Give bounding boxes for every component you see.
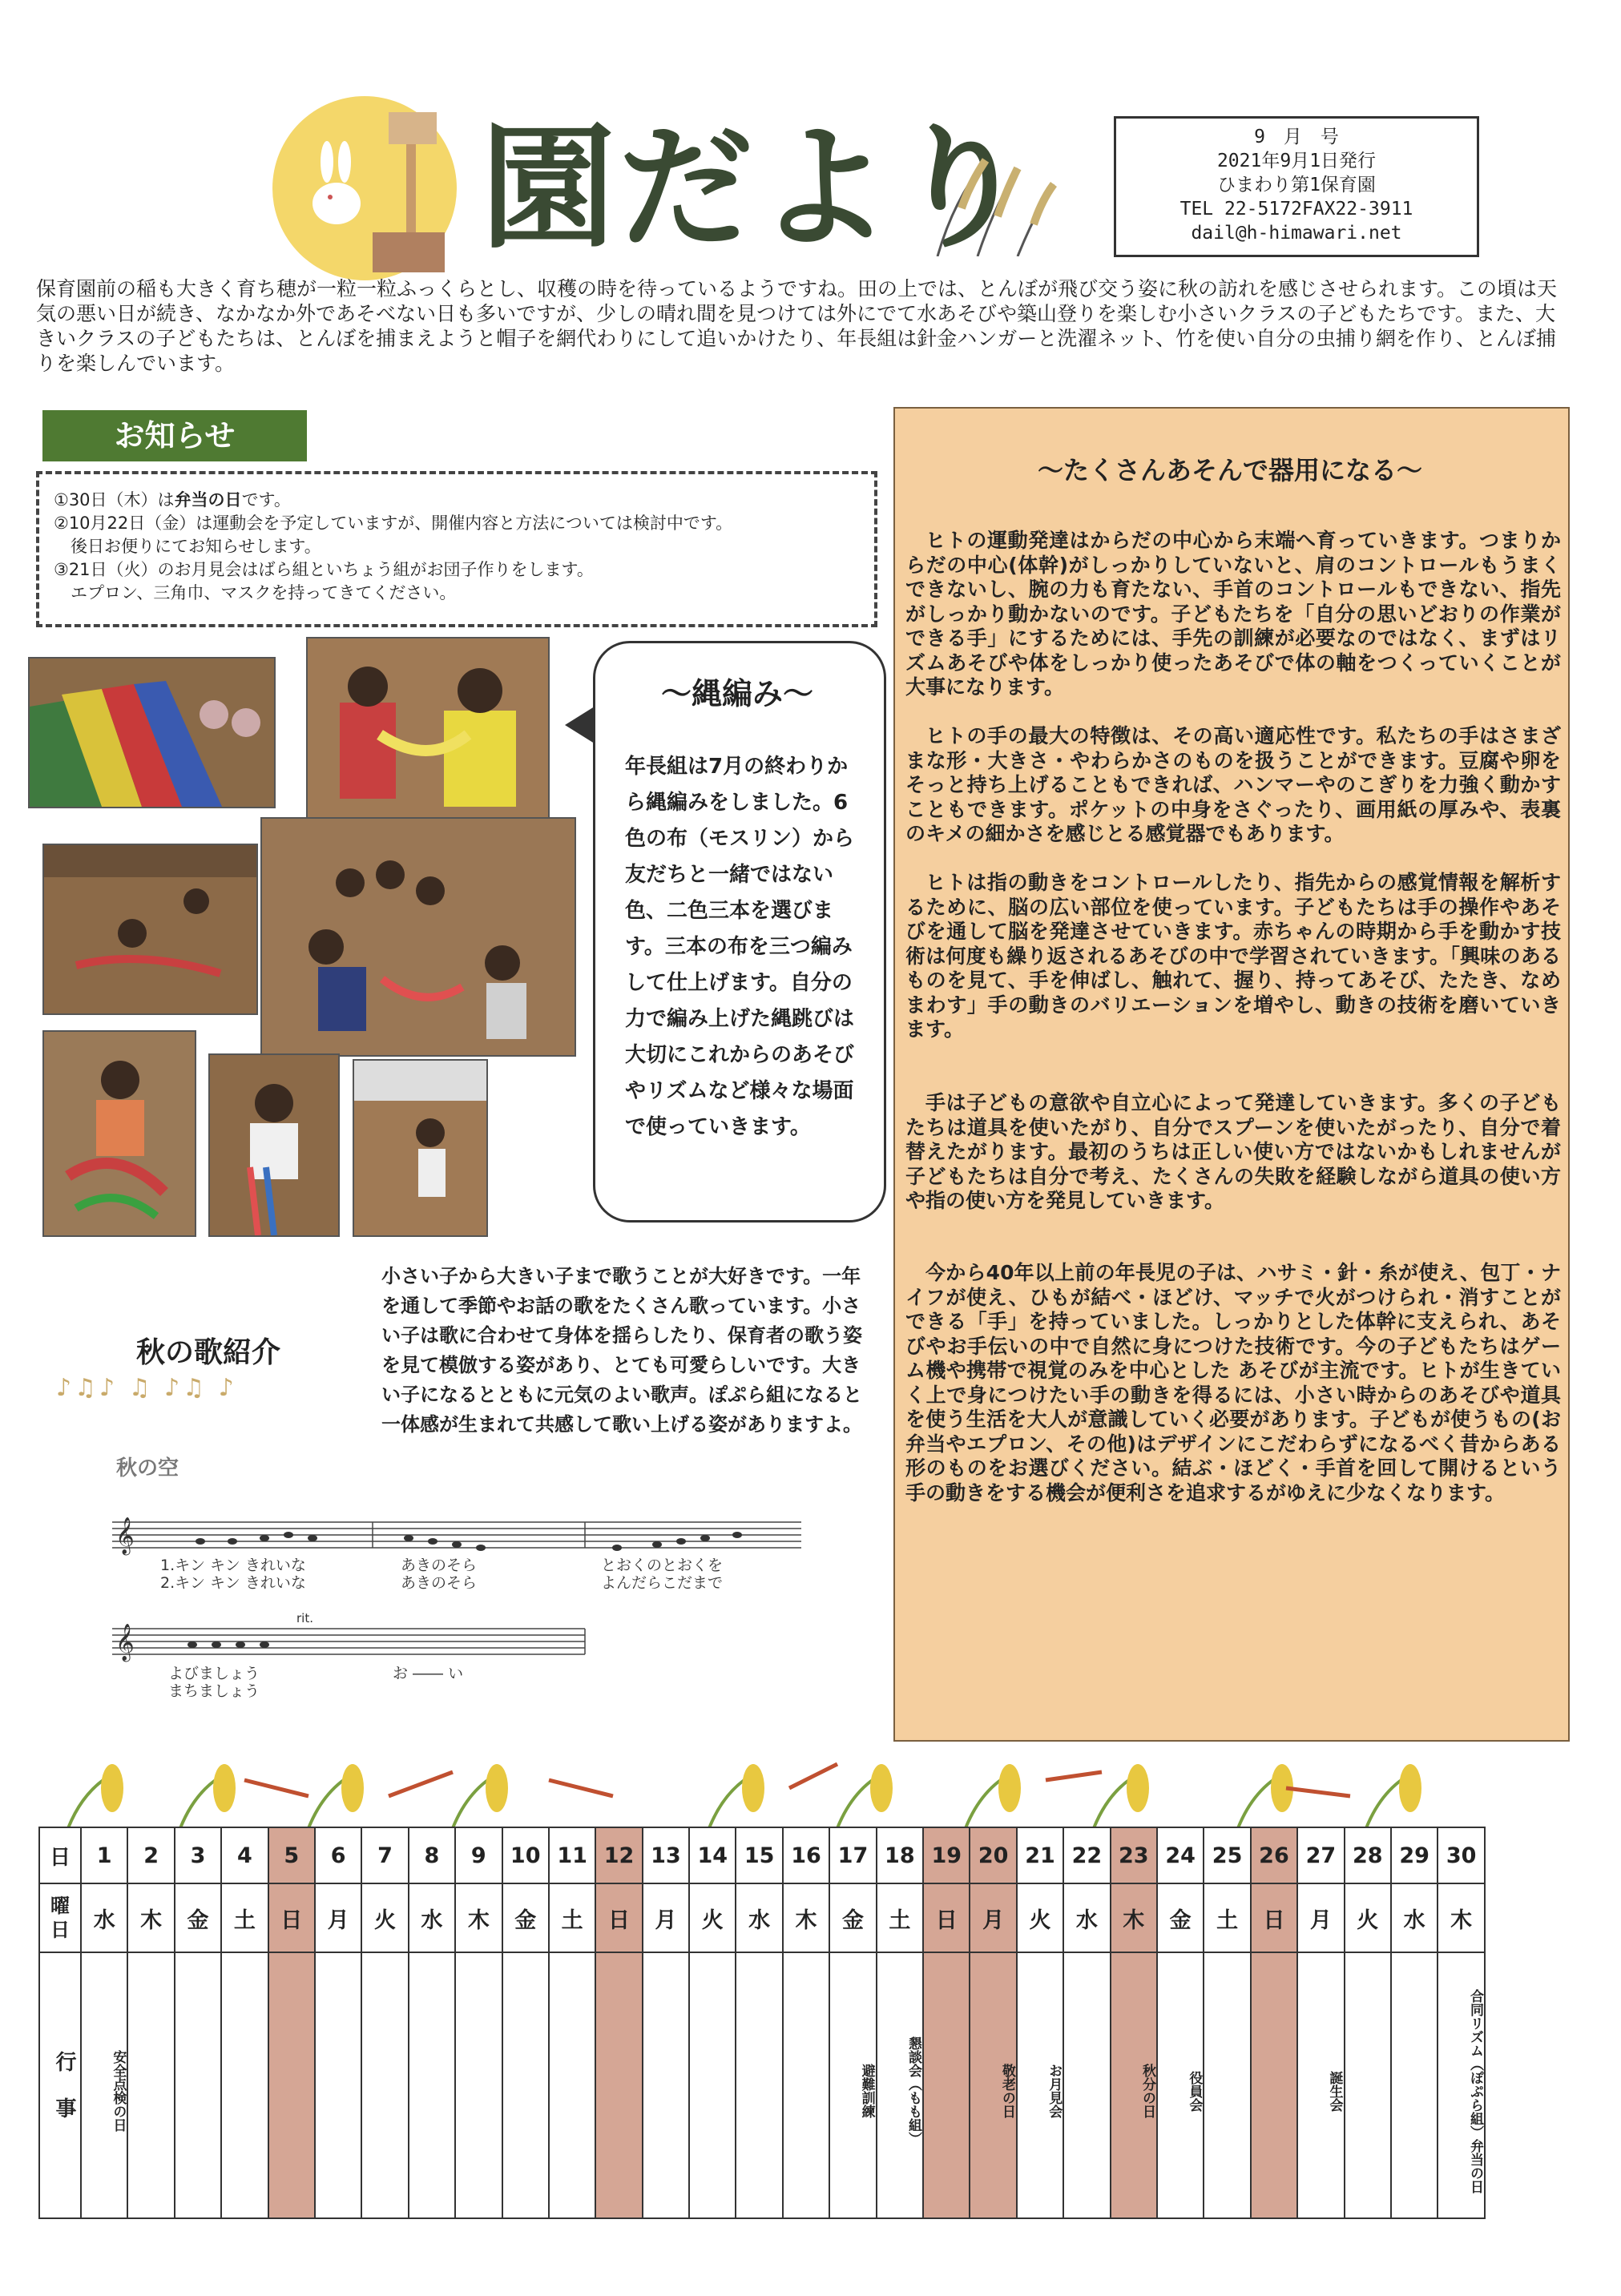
calendar-weekday: 日: [1251, 1883, 1297, 1952]
calendar-weekday: 日: [595, 1883, 642, 1952]
notice-item-2-cont: 後日お便りにてお知らせします。: [54, 537, 321, 556]
calendar-day: 10: [502, 1827, 549, 1883]
treble-clef-2: 𝄞: [115, 1624, 135, 1661]
lyric-3: よびましょう: [168, 1665, 260, 1682]
calendar-event: [1251, 1952, 1297, 2218]
article-paragraph-5: 今から40年以上前の年長児の子は、ハサミ・針・糸が使え、包丁・ナイフが使え、ひもが結べ・ほどけ、マッチで火がつけられ・消すことができる「手」を持っていました。しっかりとした体幹に支えられ、あそびやお手伝いの中で自然に身につけた技術です。今の子どもたちはゲーム機や携帯で視覚のみを中心とした あそびが主流です。ヒトが生きていく上で身につけたい手の動きを得るには、小さい時からのあそびや道具を使う生活を大人が意識していく必要があります。子どもが使うもの(お弁当やエプロン、その他)はデザインにこだわらずになるべく昔からある形のものをお選びください。結ぶ・ほどく・手首を回して開けるという手の動きをする機会が便利さを追求するがゆえに少なくなります。: [905, 1261, 1561, 1504]
calendar-weekday: 金: [1157, 1883, 1204, 1952]
calendar-day: 7: [361, 1827, 408, 1883]
calendar-day: 21: [1017, 1827, 1063, 1883]
lyric-2b: あきのそら: [401, 1574, 478, 1592]
calendar-event: 敬老の日: [970, 1952, 1016, 2218]
photo-child-braiding-2: [208, 1053, 340, 1237]
calendar-event-header: 行事: [39, 1952, 81, 2218]
calendar-event: [455, 1952, 502, 2218]
calendar-event: [175, 1952, 221, 2218]
calendar-weekday: 日: [268, 1883, 315, 1952]
article-title: ～たくさんあそんで器用になる～: [1037, 455, 1422, 485]
calendar-day: 3: [175, 1827, 221, 1883]
calendar-weekday: 月: [1297, 1883, 1344, 1952]
notice-box: [36, 471, 877, 627]
issue-month: 9 月 号: [1254, 127, 1339, 147]
calendar-event: 懇談会（もも組）: [877, 1952, 923, 2218]
lyric-1c: とおくのとおくを: [601, 1557, 724, 1574]
photo-colored-cloth: [28, 657, 276, 808]
lyric-1a: 1.キン キン きれいな: [160, 1557, 306, 1574]
phone-fax: TEL 22-5172FAX22-3911: [1179, 199, 1413, 220]
notice-item-2: ②10月22日（金）は運動会を予定していますが、開催内容と方法については検討中です。: [54, 514, 733, 533]
calendar-weekday: 水: [1391, 1883, 1438, 1952]
lyric-4: まちましょう: [168, 1682, 260, 1700]
calendar-weekday: 火: [689, 1883, 736, 1952]
calendar-weekday: 火: [361, 1883, 408, 1952]
song-description: 小さい子から大きい子まで歌うことが大好きです。一年を通して季節やお話の歌をたくさん歌っています。小さい子は歌に合わせて身体を揺らしたり、保育者の歌う姿を見て模倣する姿があり、とても可愛らしいです。大きい子になるとともに元気のよい歌声。ぽぷら組になると一体感が生まれて共感して歌い上げる姿がありますよ。: [381, 1265, 862, 1436]
notice-item-1-post: です。: [241, 490, 291, 510]
calendar-weekday: 火: [1345, 1883, 1391, 1952]
calendar-weekday: 土: [549, 1883, 595, 1952]
calendar-event: [923, 1952, 970, 2218]
calendar-day: 16: [783, 1827, 829, 1883]
calendar-day: 24: [1157, 1827, 1204, 1883]
calendar-day: 13: [643, 1827, 689, 1883]
article-paragraph-3: ヒトは指の動きをコントロールしたり、指先からの感覚情報を解析するために、脳の広い部位を使っています。子どもたちは手の操作やあそびを通して脳を発達させていきます。赤ちゃんの時期から手を動かす技術は何度も繰り返されるあそびの中で学習されていきます。「興味のあるものを見て、手を伸ばし、触れて、握り、持ってあそび、たたき、なめまわす」手の動きのバリエーションを増やし、動きの技術を磨いていきます。: [905, 871, 1561, 1041]
calendar-weekday: 月: [643, 1883, 689, 1952]
calendar-weekday: 土: [877, 1883, 923, 1952]
calendar-weekday: 火: [1017, 1883, 1063, 1952]
braiding-text: 年長組は7月の終わりから縄編みをしました。6色の布（モスリン）から友だちと一緒ではない色、二色三本を選びます。三本の布を三つ編みして仕上げます。自分の力で編み上げた縄跳びは大切にこれからのあそびやリズムなど様々な場面で使っていきます。: [625, 755, 855, 1139]
treble-clef: 𝄞: [115, 1517, 135, 1554]
speech-bubble-tail: [565, 705, 597, 745]
calendar-day: 9: [455, 1827, 502, 1883]
calendar-event: [736, 1952, 782, 2218]
notice-item-3: ③21日（火）のお月見会はばら組といちょう組がお団子作りをします。: [54, 560, 594, 579]
article-paragraph-1: ヒトの運動発達はからだの中心から末端へ育っていきます。つまりからだの中心(体幹)がしっかりしていないと、肩のコントロールもうまくできないし、腕の力も育たない、手首のコントロールもできない、指先がしっかり動かないのです。子どもたちを「自分の思いどおりの作業ができる手」にするためには、手先の訓練が必要なのではなく、まずはリズムあそびや体をしっかり使ったあそびで体の軸をつくっていくことが大事になります。: [905, 529, 1561, 699]
calendar-weekday: 金: [175, 1883, 221, 1952]
calendar-weekday: 木: [127, 1883, 174, 1952]
calendar-event: [689, 1952, 736, 2218]
calendar-day: 26: [1251, 1827, 1297, 1883]
calendar-day: 1: [81, 1827, 127, 1883]
calendar-weekday: 木: [1111, 1883, 1157, 1952]
calendar-day: 2: [127, 1827, 174, 1883]
calendar-day: 20: [970, 1827, 1016, 1883]
pampas-grass-icon: [921, 136, 1062, 256]
calendar-day: 27: [1297, 1827, 1344, 1883]
calendar-weekday: 水: [736, 1883, 782, 1952]
calendar-day: 15: [736, 1827, 782, 1883]
calendar-day: 30: [1438, 1827, 1485, 1883]
calendar-event: 合同リズム（ぽぷら組）弁当の日: [1438, 1952, 1485, 2218]
photo-child-with-ropes: [42, 1030, 196, 1237]
article-paragraph-4: 手は子どもの意欲や自立心によって発達していきます。多くの子どもたちは道具を使いたがり、自分でスプーンを使いたがったり、自分で着替えたがります。最初のうちは正しい使い方ではないかもしれませんが子どもたちは自分で考え、たくさんの失敗を経験しながら道具の使い方や指の使い方を発見していきます。: [905, 1091, 1561, 1212]
event-calendar: [38, 1827, 1486, 2219]
calendar-weekday-header: [39, 1883, 81, 1952]
intro-paragraph: 保育園前の稲も大きく育ち穂が一粒一粒ふっくらとし、収穫の時を待っているようですね。田の上では、とんぼが飛び交う姿に秋の訪れを感じさせられます。この頃は天気の悪い日が続き、なかなか外であそべない日も多いですが、少しの晴れ間を見つけては外にでて水あそびや築山登りを楽しむ小さいクラスの子どもたちです。また、大きいクラスの子どもたちは、とんぼを捕まえようと帽子を網代わりにして追いかけたり、年長組は針金ハンガーと洗濯ネット、竹を使い自分の虫捕り網を作り、とんぼ捕りを楽しんでいます。: [36, 277, 1558, 375]
calendar-event: [268, 1952, 315, 2218]
calendar-day: 14: [689, 1827, 736, 1883]
lyric-2a: 2.キン キン きれいな: [160, 1574, 306, 1592]
calendar-weekday: 金: [502, 1883, 549, 1952]
rabbit-icon: [298, 141, 375, 228]
notice-item-3-cont: エプロン、三角巾、マスクを持ってきてください。: [54, 583, 457, 602]
notice-item-1: [54, 489, 860, 512]
calendar-event: 安全点検の日: [81, 1952, 127, 2218]
calendar-day: 22: [1063, 1827, 1110, 1883]
article-paragraph-2: ヒトの手の最大の特徴は、その高い適応性です。私たちの手はさまざまな形・大きさ・やわらかさのものを扱うことができます。豆腐や卵をそっと持ち上げることもできれば、ハンマーやのこぎりを力強く動かすこともできます。ポケットの中身をさぐったり、画用紙の厚みや、表裏のキメの細かさを感じとる感覚器でもあります。: [905, 724, 1561, 845]
calendar-day: 25: [1204, 1827, 1250, 1883]
calendar-weekday: 水: [81, 1883, 127, 1952]
lyric-1b: あきのそら: [401, 1557, 478, 1574]
calendar-weekday: 土: [221, 1883, 268, 1952]
music-score: [112, 1506, 817, 1714]
notice-item-1-pre: ①30日（木）は: [54, 490, 175, 510]
calendar-event: [502, 1952, 549, 2218]
notice-heading: お知らせ: [42, 410, 307, 461]
rit-mark: rit.: [296, 1611, 313, 1625]
calendar-weekday: 木: [783, 1883, 829, 1952]
music-notes-icon: ♪♫♪ ♫ ♪♫ ♪: [56, 1374, 237, 1402]
calendar-event: [221, 1952, 268, 2218]
page-title: 園だより: [481, 110, 1032, 267]
calendar-event: 誕生会: [1297, 1952, 1344, 2218]
calendar-day: 11: [549, 1827, 595, 1883]
calendar-day: 4: [221, 1827, 268, 1883]
calendar-day: 8: [409, 1827, 455, 1883]
calendar-weekday: 月: [970, 1883, 1016, 1952]
calendar-event: [1391, 1952, 1438, 2218]
calendar-event: [1063, 1952, 1110, 2218]
calendar-weekday: 水: [409, 1883, 455, 1952]
song-section-title: 秋の歌紹介: [136, 1336, 281, 1369]
nursery-name: ひまわり第1保育園: [1217, 175, 1376, 195]
calendar-weekday: 水: [1063, 1883, 1110, 1952]
song-name: 秋の空: [116, 1456, 179, 1480]
mochi-mallet-icon: [365, 112, 453, 272]
calendar-event: [643, 1952, 689, 2218]
calendar-weekday: 土: [1204, 1883, 1250, 1952]
calendar-day: 6: [315, 1827, 361, 1883]
calendar-event: [361, 1952, 408, 2218]
calendar-event: [783, 1952, 829, 2218]
calendar-event: [595, 1952, 642, 2218]
calendar-weekday: 金: [829, 1883, 876, 1952]
calendar-event: 避難訓練: [829, 1952, 876, 2218]
calendar-day: 23: [1111, 1827, 1157, 1883]
calendar-event: [315, 1952, 361, 2218]
photo-floor-play: [42, 844, 258, 1015]
notice-item-1-bold: 弁当の日: [174, 490, 242, 510]
calendar-weekday: 日: [923, 1883, 970, 1952]
photo-group-children: [260, 817, 576, 1057]
calendar-day: 18: [877, 1827, 923, 1883]
calendar-day: 17: [829, 1827, 876, 1883]
lyric-2c: よんだらこだまで: [601, 1574, 724, 1592]
calendar-event: [1204, 1952, 1250, 2218]
rice-dragonfly-decoration: [36, 1740, 1534, 1828]
photo-children-braiding: [306, 637, 550, 820]
calendar-event: お月見会: [1017, 1952, 1063, 2218]
calendar-day: 12: [595, 1827, 642, 1883]
calendar-day: 5: [268, 1827, 315, 1883]
calendar-weekday: 木: [1438, 1883, 1485, 1952]
calendar-event: [409, 1952, 455, 2218]
calendar-day-header: 日: [39, 1827, 81, 1883]
lyric-5: お ―― い: [393, 1665, 464, 1682]
calendar-event: 秋分の日: [1111, 1952, 1157, 2218]
calendar-weekday: 木: [455, 1883, 502, 1952]
braiding-title: ～縄編み～: [660, 676, 813, 711]
calendar-event: [1345, 1952, 1391, 2218]
calendar-event: [549, 1952, 595, 2218]
calendar-event: 役員会: [1157, 1952, 1204, 2218]
weekday-header-2: 日: [50, 1919, 70, 1941]
weekday-header-1: 曜: [50, 1895, 70, 1917]
calendar-event: [127, 1952, 174, 2218]
issue-date: 2021年9月1日発行: [1216, 151, 1377, 171]
photo-child-jumping: [353, 1059, 488, 1237]
calendar-weekday: 月: [315, 1883, 361, 1952]
email-address: dail@h-himawari.net: [1191, 223, 1402, 244]
calendar-day: 19: [923, 1827, 970, 1883]
calendar-day: 29: [1391, 1827, 1438, 1883]
issue-info-box: [1114, 116, 1479, 257]
calendar-day: 28: [1345, 1827, 1391, 1883]
